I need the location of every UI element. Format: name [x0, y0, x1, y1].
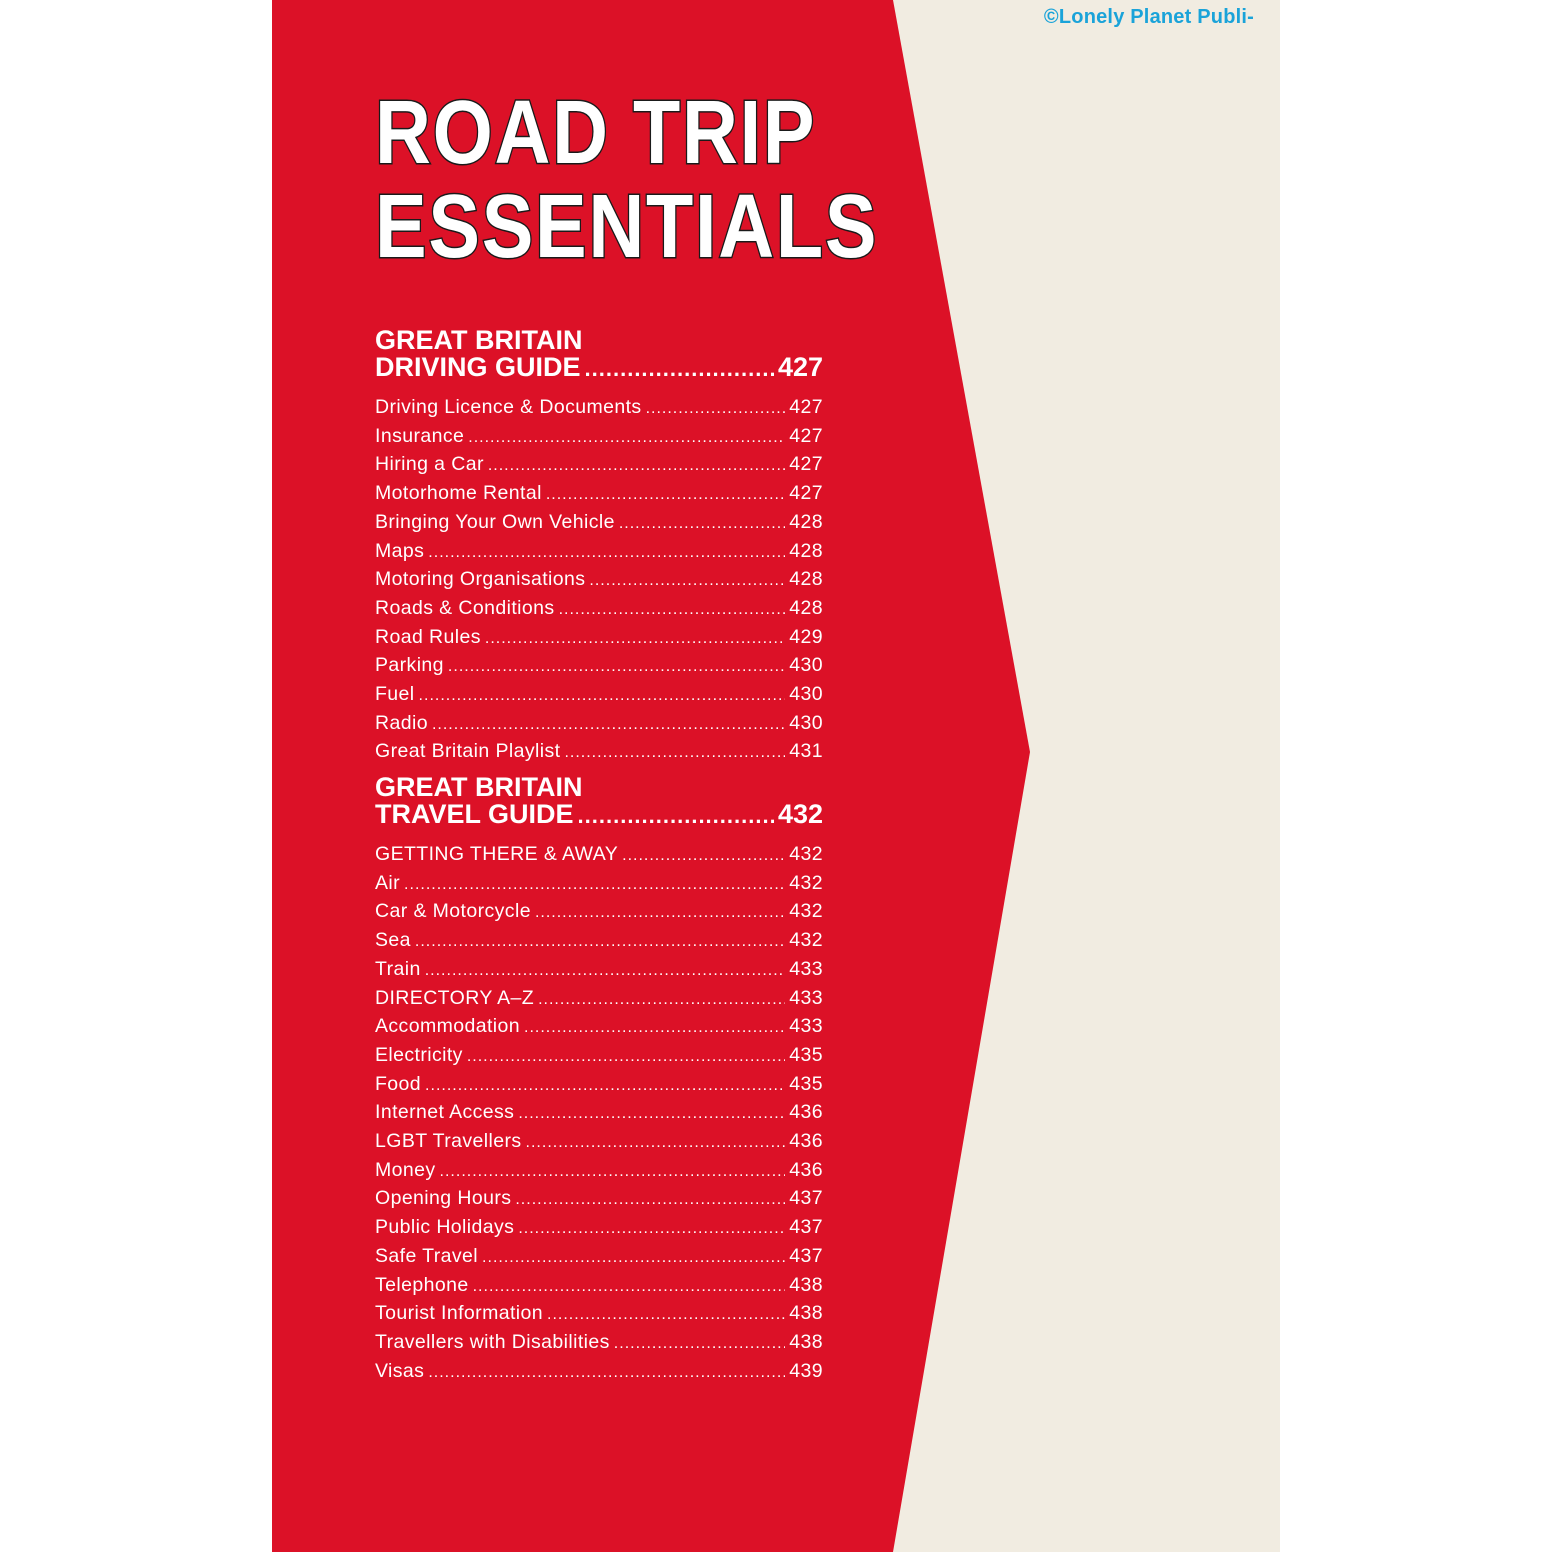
- toc-entry-page: 430: [789, 683, 823, 706]
- toc-entry-label: GETTING THERE & AWAY: [375, 843, 619, 865]
- toc-entry[interactable]: [375, 423, 823, 452]
- toc-entry[interactable]: [375, 1071, 823, 1100]
- dot-leader: [428, 540, 785, 567]
- toc-entry-label: Internet Access: [375, 1101, 515, 1124]
- dot-leader: [473, 1274, 786, 1301]
- toc-entry[interactable]: [375, 1013, 823, 1042]
- toc-entry-page: 428: [789, 596, 823, 619]
- toc-entry-page: 438: [789, 1273, 823, 1296]
- toc-entry-page: 439: [789, 1359, 823, 1382]
- toc-entry[interactable]: [375, 480, 823, 509]
- toc-entry-page: 433: [789, 957, 823, 980]
- toc-entry-page: 437: [789, 1187, 823, 1210]
- dot-leader: [547, 1302, 785, 1329]
- dot-leader: [448, 654, 785, 681]
- toc-entry-page: 432: [789, 900, 823, 923]
- toc-entry[interactable]: [375, 451, 823, 480]
- toc-entry-page: 430: [789, 654, 823, 677]
- toc-entry-label: DIRECTORY A–Z: [375, 986, 535, 1009]
- toc-entry-label: Tourist Information: [375, 1302, 543, 1325]
- dot-leader: [428, 1360, 785, 1387]
- toc-entry-page: 429: [789, 625, 823, 648]
- toc-entry-page: 427: [789, 453, 823, 476]
- toc-entry-label: Bringing Your Own Vehicle: [375, 510, 615, 533]
- dot-leader: [425, 958, 786, 985]
- toc-entry-label: Hiring a Car: [375, 453, 484, 476]
- section-heading-line-1: GREAT BRITAIN: [375, 772, 583, 802]
- section-heading-line-2: DRIVING GUIDE: [375, 352, 581, 382]
- toc-entry-page: 427: [789, 424, 823, 447]
- dot-leader: [482, 1245, 785, 1272]
- dot-leader: [614, 1331, 785, 1358]
- dot-leader: [432, 712, 785, 739]
- toc-entry[interactable]: [375, 927, 823, 956]
- dot-leader: [535, 900, 785, 927]
- toc-entry-label: Opening Hours: [375, 1187, 512, 1210]
- toc-entry-label: Motorhome Rental: [375, 482, 542, 505]
- toc-entry-label: Driving Licence & Documents: [375, 396, 642, 418]
- dot-leader: [425, 1073, 785, 1100]
- toc-entry[interactable]: [375, 1272, 823, 1301]
- toc-entry[interactable]: [375, 985, 823, 1014]
- toc-entry[interactable]: [375, 1128, 823, 1157]
- toc-entry-label: Telephone: [375, 1273, 469, 1296]
- toc-entry[interactable]: [375, 681, 823, 710]
- dot-leader: [622, 843, 785, 870]
- toc-entry-label: Motoring Organisations: [375, 568, 586, 591]
- toc-entry-page: 428: [789, 568, 823, 591]
- toc-section-travel-guide: [375, 774, 823, 1386]
- toc-entry-label: Air: [375, 871, 401, 894]
- page-title: [375, 83, 879, 277]
- dot-leader: [578, 802, 774, 829]
- toc-entry-label: Car & Motorcycle: [375, 900, 531, 923]
- toc-entry-label: Great Britain Playlist: [375, 740, 561, 763]
- dot-leader: [526, 1130, 786, 1157]
- toc-entry-page: 428: [789, 539, 823, 562]
- toc-entry-page: 438: [789, 1330, 823, 1353]
- dot-leader: [559, 597, 786, 624]
- toc-entry-label: Visas: [375, 1359, 425, 1382]
- toc-entry[interactable]: [375, 870, 823, 899]
- toc-entry[interactable]: [375, 1300, 823, 1329]
- toc-entry-label: Parking: [375, 654, 444, 677]
- dot-leader: [467, 1044, 785, 1071]
- toc-entry[interactable]: [375, 394, 823, 423]
- dot-leader: [524, 1015, 785, 1042]
- dot-leader: [415, 929, 785, 956]
- toc-entry-label: Money: [375, 1158, 436, 1181]
- dot-leader: [546, 482, 785, 509]
- toc-entry[interactable]: [375, 1185, 823, 1214]
- toc-entry-label: Radio: [375, 711, 428, 734]
- toc-entry[interactable]: [375, 1214, 823, 1243]
- book-page: [272, 0, 1280, 1552]
- toc-entry-label: Sea: [375, 929, 411, 952]
- toc-entry-page: 438: [789, 1302, 823, 1325]
- title-line-1: ROAD TRIP: [375, 83, 817, 183]
- dot-leader: [564, 740, 785, 767]
- toc-entry-page: 428: [789, 510, 823, 533]
- toc-entry-label: Food: [375, 1072, 422, 1095]
- toc-entry[interactable]: [375, 595, 823, 624]
- toc-entry[interactable]: [375, 898, 823, 927]
- dot-leader: [518, 1101, 785, 1128]
- toc-entry-label: Train: [375, 957, 421, 980]
- toc-entry-label: LGBT Travellers: [375, 1130, 522, 1153]
- toc-entry-page: 431: [789, 740, 823, 763]
- toc-entry[interactable]: [375, 566, 823, 595]
- section-heading-line-1: GREAT BRITAIN: [375, 325, 583, 355]
- toc-entry[interactable]: [375, 624, 823, 653]
- toc-entry-page: 433: [789, 986, 823, 1009]
- toc-entry-page: 427: [789, 396, 823, 418]
- toc-entry-label: Roads & Conditions: [375, 596, 555, 619]
- dot-leader: [488, 453, 785, 480]
- toc-entry[interactable]: [375, 1243, 823, 1272]
- toc-entry[interactable]: [375, 710, 823, 739]
- dot-leader: [468, 425, 785, 452]
- toc-entry-label: Accommodation: [375, 1015, 521, 1038]
- dot-leader: [404, 872, 785, 899]
- dot-leader: [440, 1159, 786, 1186]
- title-line-2: ESSENTIALS: [375, 177, 879, 277]
- toc-entry-page: 437: [789, 1244, 823, 1267]
- copyright-notice: ©Lonely Planet Publi-: [1043, 6, 1254, 28]
- toc-entry-page: 433: [789, 1015, 823, 1038]
- dot-leader: [585, 355, 774, 382]
- toc-entry-label: Insurance: [375, 424, 465, 447]
- toc-entry-page: 432: [789, 843, 823, 865]
- toc-entry-list: [375, 394, 823, 767]
- toc-entry-page: 437: [789, 1216, 823, 1239]
- dot-leader: [515, 1187, 785, 1214]
- toc-entry-label: Road Rules: [375, 625, 481, 648]
- toc-entry-page: 432: [789, 929, 823, 952]
- toc-entry[interactable]: [375, 1099, 823, 1128]
- toc-entry-page: 432: [789, 871, 823, 894]
- toc-entry-page: 436: [789, 1158, 823, 1181]
- toc-entry-label: Safe Travel: [375, 1244, 479, 1267]
- dot-leader: [646, 396, 786, 423]
- toc-entry-list: [375, 841, 823, 1386]
- toc-entry[interactable]: [375, 1157, 823, 1186]
- toc-entry-page: 430: [789, 711, 823, 734]
- dot-leader: [485, 626, 785, 653]
- toc-entry-label: Travellers with Disabilities: [375, 1330, 610, 1353]
- toc-entry-label: Electricity: [375, 1043, 463, 1066]
- dot-leader: [518, 1216, 785, 1243]
- toc-entry[interactable]: [375, 1358, 823, 1387]
- toc-entry[interactable]: [375, 956, 823, 985]
- dot-leader: [589, 568, 785, 595]
- toc-entry-page: 427: [789, 482, 823, 505]
- toc-entry[interactable]: [375, 538, 823, 567]
- section-heading[interactable]: [375, 327, 823, 382]
- toc-entry-page: 436: [789, 1101, 823, 1124]
- toc-entry[interactable]: [375, 841, 823, 870]
- dot-leader: [619, 511, 785, 538]
- toc-entry[interactable]: [375, 1042, 823, 1071]
- toc-entry[interactable]: [375, 509, 823, 538]
- toc-entry-page: 435: [789, 1072, 823, 1095]
- toc-entry-page: 436: [789, 1130, 823, 1153]
- toc-entry[interactable]: [375, 738, 823, 767]
- toc-entry-label: Fuel: [375, 683, 415, 706]
- toc-entry-label: Public Holidays: [375, 1216, 515, 1239]
- section-page-number: 427: [777, 352, 823, 382]
- dot-leader: [419, 683, 786, 710]
- section-heading-line-2: TRAVEL GUIDE: [375, 799, 574, 829]
- dot-leader: [538, 987, 785, 1014]
- toc-entry-page: 435: [789, 1043, 823, 1066]
- toc-entry-label: Maps: [375, 539, 425, 562]
- toc-entry[interactable]: [375, 652, 823, 681]
- toc-section-driving-guide: [375, 327, 823, 767]
- toc-entry[interactable]: [375, 1329, 823, 1358]
- section-page-number: 432: [777, 799, 823, 829]
- section-heading[interactable]: [375, 774, 823, 829]
